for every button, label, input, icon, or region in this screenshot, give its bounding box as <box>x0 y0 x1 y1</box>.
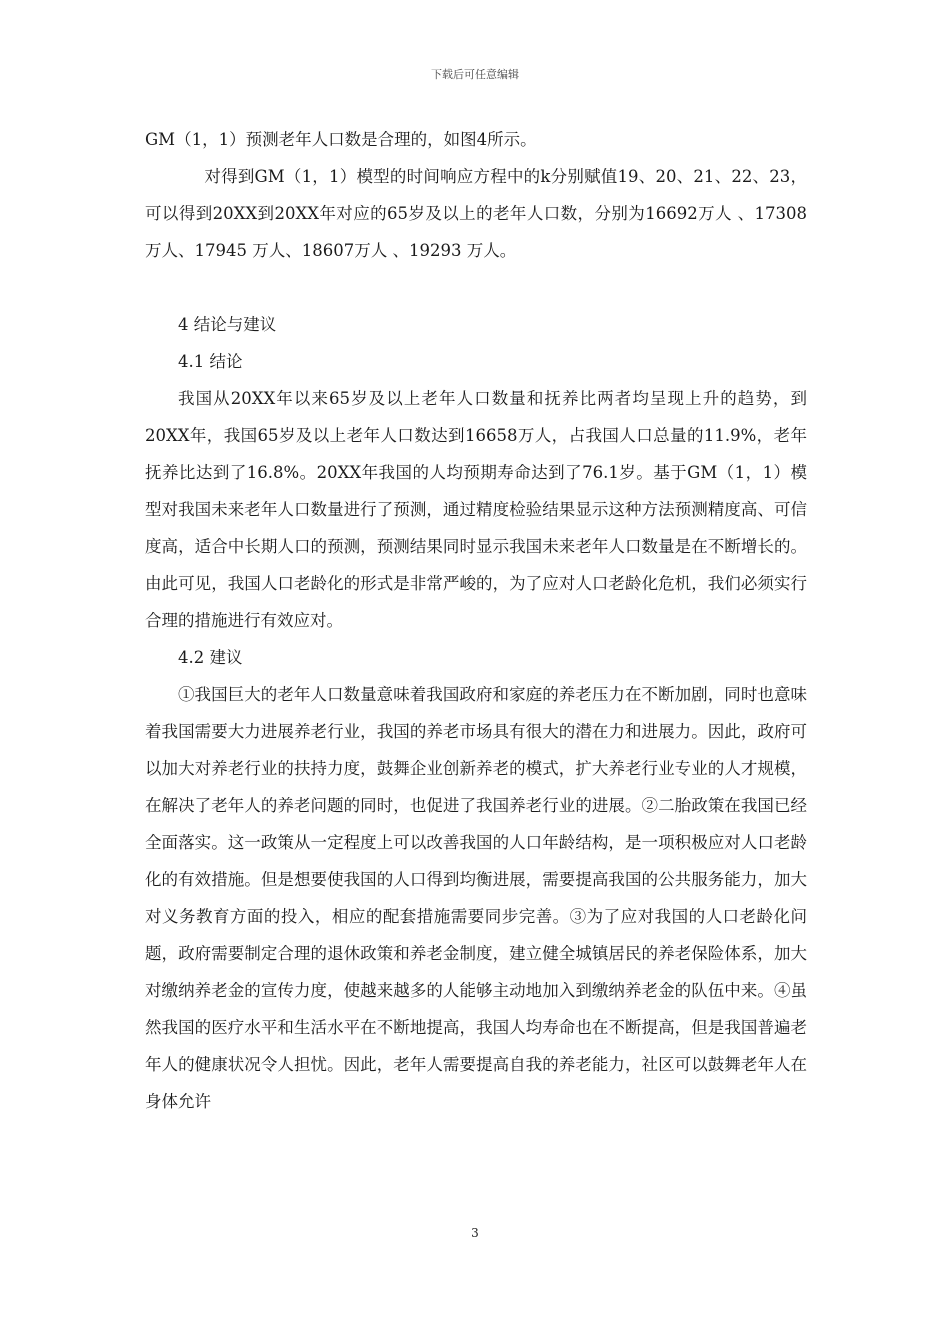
section-heading-conclusions-and-suggestions: 4 结论与建议 <box>178 315 277 334</box>
document-body <box>145 121 807 1120</box>
subsection-heading-conclusion: 4.1 结论 <box>178 352 243 371</box>
page-number: 3 <box>471 1226 479 1240</box>
blank-line <box>145 269 807 306</box>
paragraph-conclusion: 我国从20XX年以来65岁及以上老年人口数量和抚养比两者均呈现上升的趋势，到20XX年，我国65岁及以上老年人口数达到16658万人，占我国人口总量的11.9%，老年抚养比达到了16.8%。20XX年我国的人均预期寿命达到了76.1岁。基于GM（1，1）模型对我国未来老年人口数量进行了预测，通过精度检验结果显示这种方法预测精度高、可信度高，适合中长期人口的预测，预测结果同时显示我国未来老年人口数量是在不断增长的。由此可见，我国人口老龄化的形式是非常严峻的，为了应对人口老龄化危机，我们必须实行合理的措施进行有效应对。 <box>145 389 807 630</box>
paragraph-prediction-results: 对得到GM（1，1）模型的时间响应方程中的k分别赋值19、20、21、22、23，可以得到20XX到20XX年对应的65岁及以上的老年人口数，分别为16692万人 、17308 万人、17945 万人、18607万人 、19293 万人。 <box>145 167 807 260</box>
page-header: 下载后可任意编辑 <box>431 68 519 81</box>
subsection-heading-suggestion: 4.2 建议 <box>178 648 243 667</box>
paragraph-suggestions: ①我国巨大的老年人口数量意味着我国政府和家庭的养老压力在不断加剧，同时也意味着我国需要大力进展养老行业，我国的养老市场具有很大的潜在力和进展力。因此，政府可以加大对养老行业的扶持力度，鼓舞企业创新养老的模式，扩大养老行业专业的人才规模，在解决了老年人的养老问题的同时，也促进了我国养老行业的进展。②二胎政策在我国已经全面落实。这一政策从一定程度上可以改善我国的人口年龄结构，是一项积极应对人口老龄化的有效措施。但是想要使我国的人口得到均衡进展，需要提高我国的公共服务能力，加大对义务教育方面的投入，相应的配套措施需要同步完善。③为了应对我国的人口老龄化问题，政府需要制定合理的退休政策和养老金制度，建立健全城镇居民的养老保险体系，加大对缴纳养老金的宣传力度，使越来越多的人能够主动地加入到缴纳养老金的队伍中来。④虽然我国的医疗水平和生活水平在不断地提高，我国人均寿命也在不断提高，但是我国普遍老年人的健康状况令人担忧。因此，老年人需要提高自我的养老能力，社区可以鼓舞老年人在身体允许 <box>145 685 807 1111</box>
paragraph-figure-reference: GM（1，1）预测老年人口数是合理的，如图4所示。 <box>145 130 537 149</box>
